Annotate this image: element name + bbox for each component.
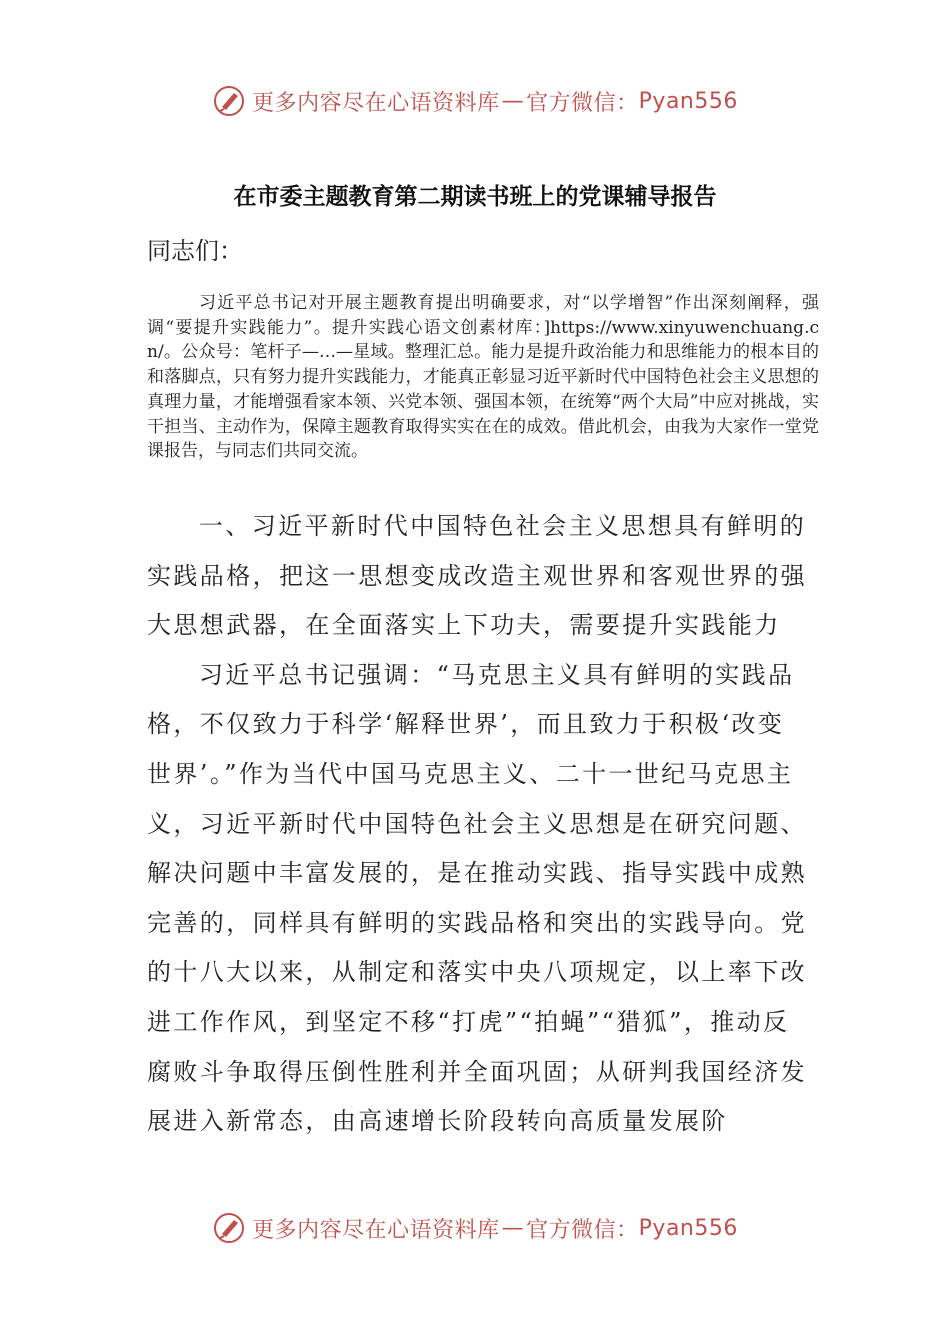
watermark-wechat-id: Pyan556 [638, 88, 738, 114]
intro-paragraph: 习近平总书记对开展主题教育提出明确要求，对“以学增智”作出深刻阐释，强调“要提升实践能力”。提升实践心语文创素材库：]https://www.xinyuwenchuang.cn/。公众号：笔杆子—…—星域。整理汇总。能力是提升政治能力和思维能力的根本目的和落脚点，只有努力提升实践能力，才能真正彰显习近平新时代中国特色社会主义思想的真理力量，才能增强看家本领、兴党本领、强国本领，在统筹“两个大局”中应对挑战，实干担当、主动作为，保障主题教育取得实实在在的成效。借此机会，由我为大家作一堂党课报告，与同志们共同交流。 [147, 293, 819, 462]
pen-on-paper-icon [212, 1211, 246, 1245]
watermark-dash: — [501, 1215, 525, 1241]
watermark-text: 更多内容尽在心语资料库 [252, 90, 500, 116]
watermark-text: 更多内容尽在心语资料库 [252, 1217, 500, 1243]
watermark-dash: — [501, 88, 525, 114]
watermark-wechat-label: 官方微信： [526, 1217, 639, 1243]
watermark-header [0, 84, 950, 118]
document-body [147, 502, 807, 1147]
salutation: 同志们： [147, 237, 243, 265]
watermark-footer [0, 1211, 950, 1245]
pen-on-paper-icon [212, 84, 246, 118]
watermark-wechat-label: 官方微信： [526, 90, 639, 116]
body-paragraph: 习近平总书记强调：“马克思主义具有鲜明的实践品格，不仅致力于科学‘解释世界’，而且致力于积极‘改变世界’。”作为当代中国马克思主义、二十一世纪马克思主义，习近平新时代中国特色社会主义思想是在研究问题、解决问题中丰富发展的，是在推动实践、指导实践中成熟完善的，同样具有鲜明的实践品格和突出的实践导向。党的十八大以来，从制定和落实中央八项规定，以上率下改进工作作风，到坚定不移“打虎”“拍蝇”“猎狐”，推动反腐败斗争取得压倒性胜利并全面巩固；从研判我国经济发展进入新常态，由高速增长阶段转向高质量发展阶 [147, 660, 807, 1136]
document-title: 在市委主题教育第二期读书班上的党课辅导报告 [233, 184, 717, 210]
watermark-wechat-id: Pyan556 [638, 1215, 738, 1241]
section-heading: 一、习近平新时代中国特色社会主义思想具有鲜明的实践品格，把这一思想变成改造主观世界和客观世界的强大思想武器，在全面落实上下功夫，需要提升实践能力 [147, 512, 807, 640]
